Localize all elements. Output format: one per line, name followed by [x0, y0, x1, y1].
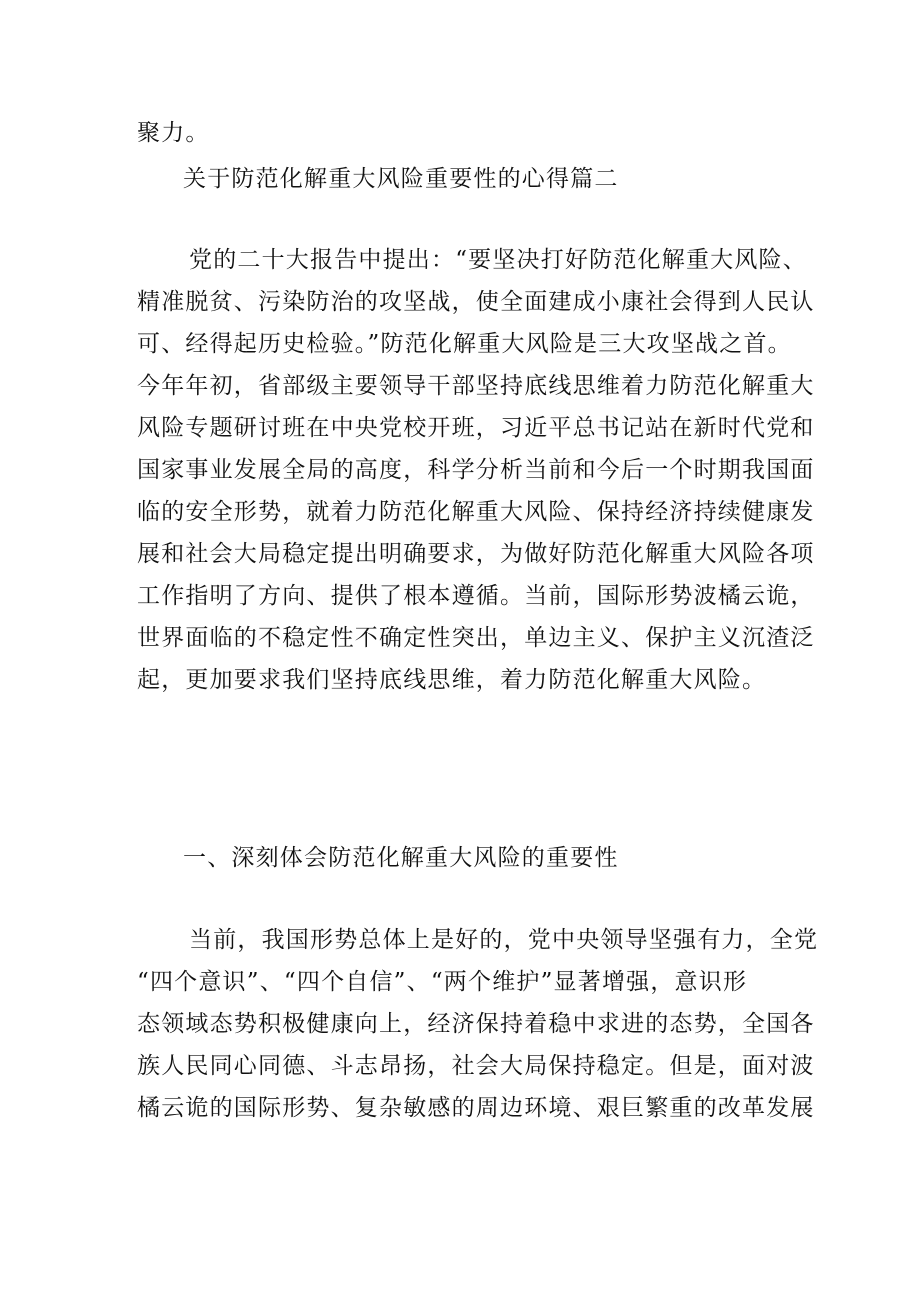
text-line: 族人民同心同德、斗志昂扬，社会大局保持稳定。但是，面对波 — [137, 1053, 815, 1079]
text-line: 当前，我国形势总体上是好的，党中央领导坚强有力，全党 — [189, 927, 819, 953]
article-title — [137, 158, 797, 200]
text-line: 可、经得起历史检验。”防范化解重大风险是三大攻坚战之首。 — [137, 331, 792, 357]
text-line: 世界面临的不稳定性不确定性突出，单边主义、保护主义沉渣泛 — [137, 625, 815, 651]
paragraph-1 — [137, 239, 815, 701]
text-line: “四个意识”、“四个自信”、“两个维护”显著增强，意识形 — [137, 969, 748, 995]
section-heading — [137, 837, 797, 879]
text-line: 风险专题研讨班在中央党校开班，习近平总书记站在新时代党和 — [137, 415, 815, 441]
text-line: 橘云诡的国际形势、复杂敏感的周边环境、艰巨繁重的改革发展 — [137, 1095, 815, 1121]
text-line: 起，更加要求我们坚持底线思维，着力防范化解重大风险。 — [137, 667, 767, 693]
text-line: 工作指明了方向、提供了根本遵循。当前，国际形势波橘云诡， — [137, 583, 815, 609]
text-line: 聚力。 — [137, 120, 210, 146]
text-line: 态领域态势积极健康向上，经济保持着稳中求进的态势，全国各 — [137, 1011, 815, 1037]
text-line: 精准脱贫、污染防治的攻坚战，使全面建成小康社会得到人民认 — [137, 289, 815, 315]
text-line: 展和社会大局稳定提出明确要求，为做好防范化解重大风险各项 — [137, 541, 815, 567]
article-title-text: 关于防范化解重大风险重要性的心得篇二 — [183, 166, 619, 192]
text-line: 临的安全形势，就着力防范化解重大风险、保持经济持续健康发 — [137, 499, 815, 525]
text-line: 党的二十大报告中提出：“要坚决打好防范化解重大风险、 — [189, 247, 807, 273]
previous-paragraph-tail — [137, 112, 797, 154]
section-heading-text: 一、深刻体会防范化解重大风险的重要性 — [183, 845, 619, 871]
text-line: 今年年初，省部级主要领导干部坚持底线思维着力防范化解重大 — [137, 373, 815, 399]
text-line: 国家事业发展全局的高度，科学分析当前和今后一个时期我国面 — [137, 457, 815, 483]
paragraph-2 — [137, 919, 819, 1129]
